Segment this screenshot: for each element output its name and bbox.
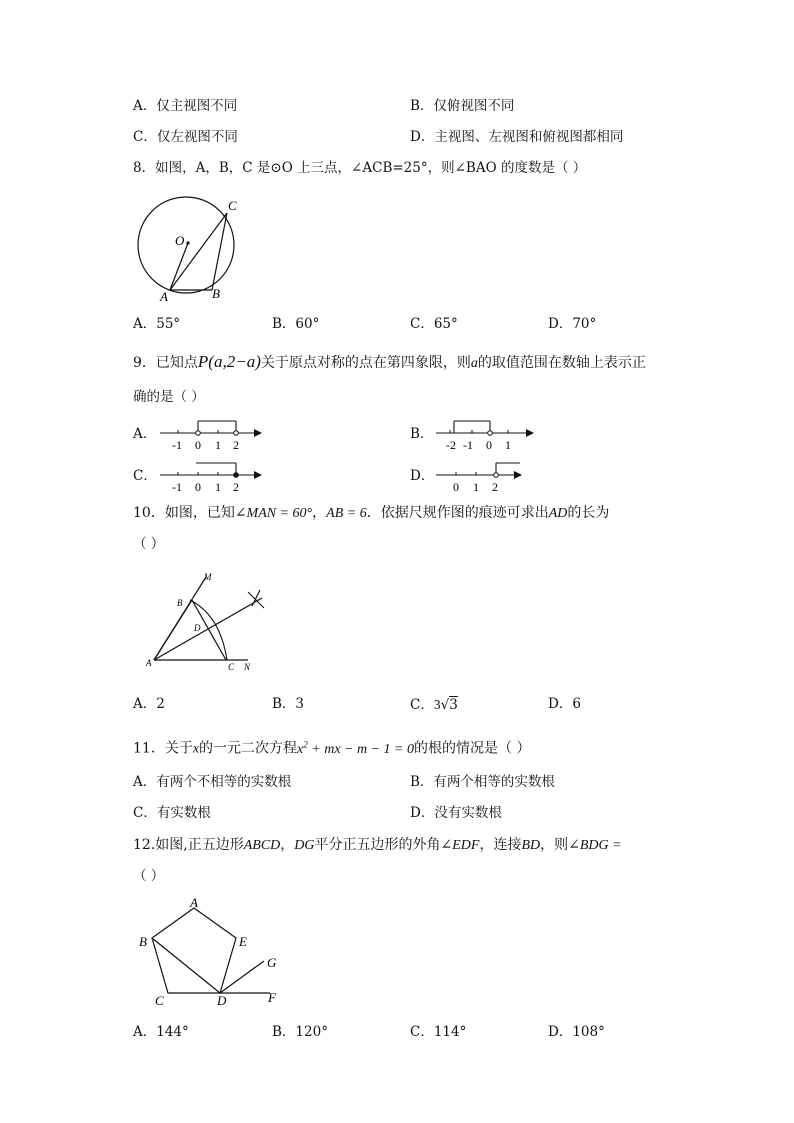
q8-label-a: A — [160, 289, 168, 304]
q12-stem-line2: （ ） — [133, 868, 165, 884]
q11-option-c: C．有实数根 — [133, 805, 211, 821]
q11-option-b: B．有两个相等的实数根 — [410, 774, 555, 790]
q7-option-c: C．仅左视图不同 — [133, 129, 238, 145]
svg-text:-1: -1 — [172, 480, 182, 494]
svg-text:B: B — [139, 934, 147, 949]
svg-text:0: 0 — [195, 438, 201, 452]
radical-sign: √ — [440, 697, 450, 713]
q8-label-c: C — [228, 198, 237, 213]
svg-text:B: B — [177, 598, 183, 608]
q10-stem-line1: 10．如图，已知∠MAN = 60°，AB = 6．依据尺规作图的痕迹可求出AD的长为 — [133, 505, 610, 521]
svg-text:F: F — [268, 990, 276, 1005]
q9-option-b-number-line — [434, 418, 544, 458]
svg-text:N: N — [244, 662, 251, 672]
q11-option-a: A．有两个不相等的实数根 — [133, 774, 292, 790]
svg-text:-1: -1 — [172, 438, 182, 452]
svg-text:C: C — [155, 993, 164, 1008]
q7-option-b: B．仅俯视图不同 — [410, 98, 515, 114]
q9-stem-line1: 9．已知点P(a,2−a)关于原点对称的点在第四象限，则a的取值范围在数轴上表示正 — [133, 352, 646, 371]
q8-option-d: D．70° — [548, 316, 597, 332]
q10-option-b: B．3 — [272, 696, 305, 712]
q8-circle-figure — [130, 195, 250, 305]
q12-option-b: B．120° — [272, 1024, 328, 1040]
q7-option-d: D．主视图、左视图和俯视图都相同 — [410, 129, 624, 145]
q10-stem-line2: （ ） — [133, 536, 165, 552]
q7-option-a: A．仅主视图不同 — [133, 98, 238, 114]
q9-option-b-label: B． — [410, 426, 434, 442]
q9-stem-line2: 确的是（ ） — [133, 389, 205, 405]
svg-text:1: 1 — [473, 480, 479, 494]
q9-point: P(a,2−a) — [197, 352, 261, 371]
q11-option-d: D．没有实数根 — [410, 805, 502, 821]
svg-text:G: G — [267, 955, 277, 970]
svg-text:C: C — [228, 662, 235, 672]
q9-option-d-number-line — [434, 460, 544, 500]
q8-option-a: A．55° — [133, 316, 181, 332]
svg-text:1: 1 — [215, 480, 221, 494]
q12-stem-line1: 12.如图,正五边形ABCD，DG平分正五边形的外角∠EDF，连接BD，则∠BDG = — [133, 837, 622, 853]
svg-text:-2: -2 — [446, 438, 456, 452]
q9-option-d-label: D． — [410, 468, 435, 484]
q8-label-o: O — [175, 233, 185, 248]
q8-option-b: B．60° — [272, 316, 320, 332]
q9-option-a-label: A． — [133, 426, 157, 442]
q12-option-a: A．144° — [133, 1024, 189, 1040]
q12-option-d: D．108° — [548, 1024, 605, 1040]
svg-text:0: 0 — [486, 438, 492, 452]
q9-var-a: a — [470, 356, 478, 371]
q9-option-a-number-line — [158, 418, 268, 458]
q9-option-c-number-line — [158, 460, 268, 500]
q11-equation: $x^2$ + mx − m − 1 = 0 — [297, 739, 414, 757]
q11-stem: 11．关于x的一元二次方程$x^2$ + mx − m − 1 = 0的根的情况是（ ） — [133, 739, 531, 757]
svg-text:1: 1 — [215, 438, 221, 452]
svg-text:1: 1 — [505, 438, 511, 452]
svg-text:M: M — [204, 572, 212, 582]
svg-text:D: D — [217, 993, 227, 1008]
q8-option-c: C．65° — [410, 316, 458, 332]
svg-text:0: 0 — [195, 480, 201, 494]
q10-option-a: A．2 — [133, 696, 165, 712]
svg-text:2: 2 — [233, 480, 239, 494]
svg-text:2: 2 — [492, 480, 498, 494]
q12-option-c: C．114° — [410, 1024, 467, 1040]
q8-label-b: B — [212, 286, 220, 301]
svg-text:0: 0 — [453, 480, 459, 494]
q8-stem: 8．如图，A，B，C 是⊙O 上三点，∠ACB=25°，则∠BAO 的度数是（ ） — [133, 160, 587, 176]
q10-construction-figure — [140, 570, 280, 675]
svg-text:E: E — [239, 934, 247, 949]
q10-option-c: C．3√3 — [410, 697, 458, 713]
svg-text:A: A — [146, 658, 152, 668]
svg-text:-1: -1 — [463, 438, 473, 452]
svg-text:2: 2 — [233, 438, 239, 452]
q10-angle-man: ∠MAN = 60° — [234, 506, 313, 521]
q9-option-c-label: C． — [133, 468, 157, 484]
q10-option-d: D．6 — [548, 696, 581, 712]
q12-pentagon-figure — [135, 895, 285, 1010]
svg-text:A: A — [190, 895, 198, 910]
svg-text:D: D — [194, 623, 201, 633]
q10-ad: AD — [548, 506, 568, 521]
q10-ab: AB = 6 — [326, 506, 367, 521]
